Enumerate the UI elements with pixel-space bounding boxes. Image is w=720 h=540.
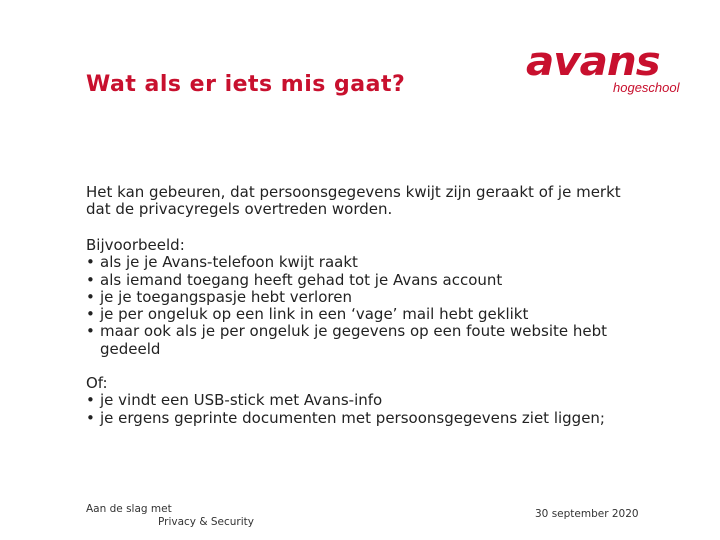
list-item: • je per ongeluk op een link in een ‘vage’ mail hebt geklikt: [86, 306, 646, 323]
list-item: • je je toegangspasje hebt verloren: [86, 289, 646, 306]
examples-block: [86, 237, 646, 358]
list-item: • als iemand toegang heeft gehad tot je Avans account: [86, 272, 646, 289]
or-list: [86, 392, 646, 427]
list-item: • je ergens geprinte documenten met persoonsgegevens ziet liggen;: [86, 410, 646, 427]
avans-logo: [522, 39, 692, 102]
examples-heading: Bijvoorbeeld:: [86, 236, 185, 254]
footer-course: [86, 503, 254, 529]
footer-course-line1: Aan de slag met: [86, 503, 172, 515]
list-item: • als je je Avans-telefoon kwijt raakt: [86, 254, 646, 271]
slide-title: Wat als er iets mis gaat?: [86, 72, 406, 97]
footer-date: 30 september 2020: [535, 508, 639, 520]
intro-paragraph: [86, 184, 646, 219]
list-item: • maar ook als je per ongeluk je gegevens op een foute website hebt gedeeld: [86, 323, 646, 358]
intro-text: Het kan gebeuren, dat persoonsgegevens kwijt zijn geraakt of je merkt dat de privacyregels overtreden worden.: [86, 183, 621, 219]
logo-subtitle: hogeschool: [613, 80, 680, 95]
logo-wordmark: avans: [526, 39, 660, 85]
list-item: • je vindt een USB-stick met Avans-info: [86, 392, 646, 409]
or-block: [86, 375, 646, 427]
footer-course-line2: Privacy & Security: [158, 516, 254, 528]
examples-list: [86, 254, 646, 358]
or-heading: Of:: [86, 374, 108, 392]
